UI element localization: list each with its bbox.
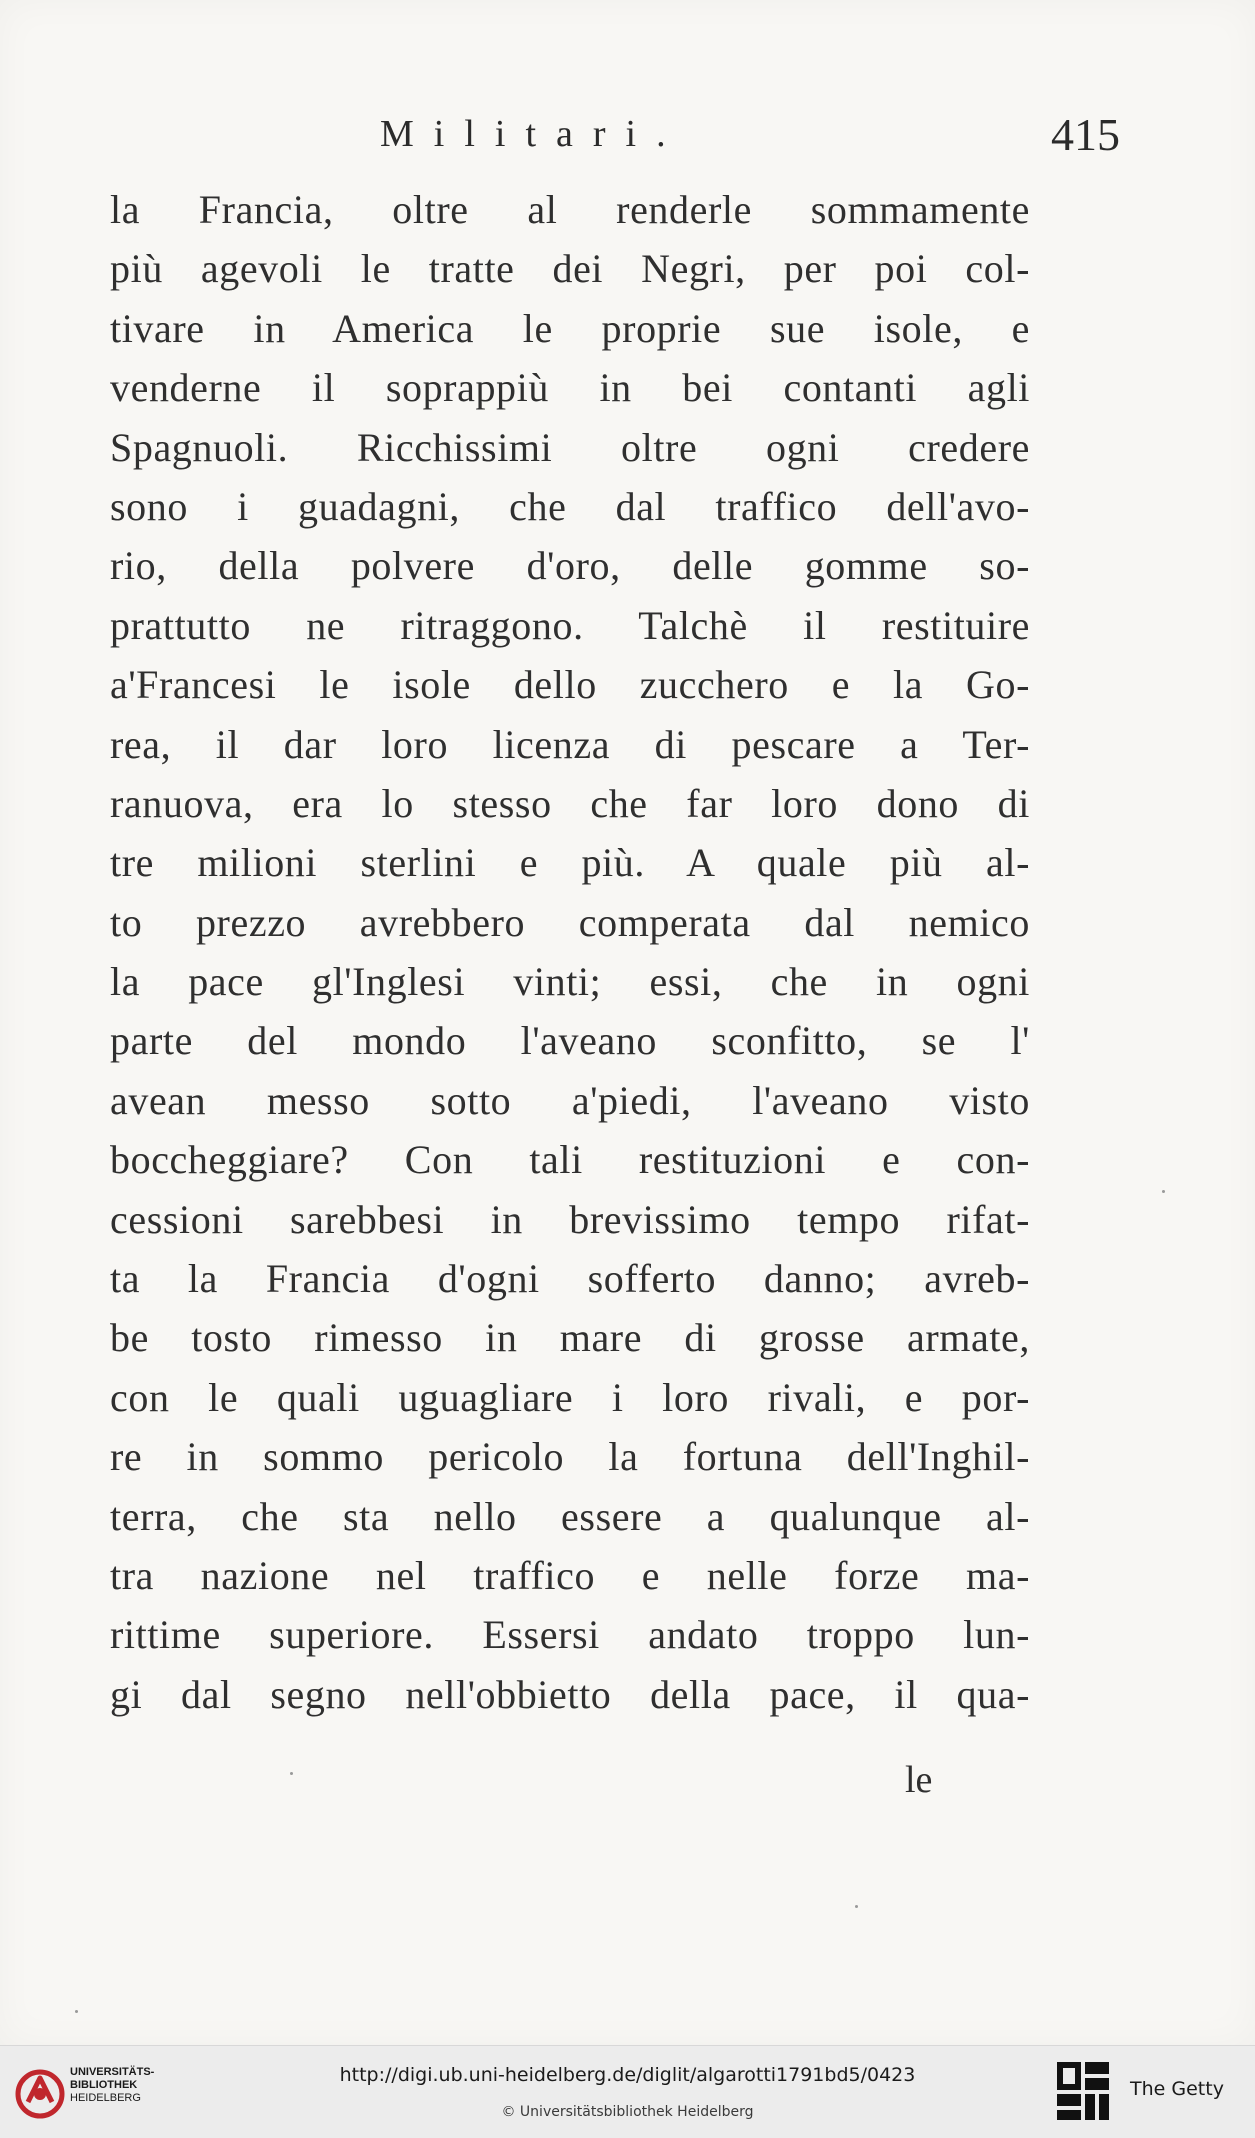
text-line: ta la Francia d'ogni sofferto danno; avreb- [110, 1256, 1030, 1302]
permalink-url[interactable]: http://digi.ub.uni-heidelberg.de/diglit/algarotti1791bd5/0423 [339, 2064, 916, 2086]
text-line: tra nazione nel traffico e nelle forze ma- [110, 1552, 1030, 1598]
library-name-line: HEIDELBERG [70, 2092, 141, 2104]
paper-speck [290, 1772, 293, 1775]
viewer-footer [0, 2045, 1255, 2138]
paper-speck [855, 1905, 858, 1908]
text-line: cessioni sarebbesi in brevissimo tempo rifat- [110, 1196, 1030, 1242]
text-line: sono i guadagni, che dal traffico dell'avo- [110, 483, 1030, 529]
text-line: rittime superiore. Essersi andato troppo lun- [110, 1612, 1030, 1658]
text-line: con le quali uguagliare i loro rivali, e por- [110, 1374, 1030, 1420]
text-line: ranuova, era lo stesso che far loro dono di [110, 780, 1030, 826]
text-line: tivare in America le proprie sue isole, e [110, 305, 1030, 351]
text-line: be tosto rimesso in mare di grosse armate, [110, 1315, 1030, 1361]
text-line: tre milioni sterlini e più. A quale più al- [110, 840, 1030, 886]
page-header [380, 109, 1120, 172]
text-line: rio, della polvere d'oro, delle gomme so- [110, 543, 1030, 589]
running-title: Militari. [380, 113, 686, 155]
paper-speck [1162, 1190, 1165, 1193]
text-line: prattutto ne ritraggono. Talchè il restituire [110, 602, 1030, 648]
text-line: avean messo sotto a'piedi, l'aveano visto [110, 1077, 1030, 1123]
body-text [110, 180, 1030, 1724]
text-line: la pace gl'Inglesi vinti; essi, che in ogni [110, 959, 1030, 1005]
partner-name: The Getty [1130, 2078, 1224, 2100]
text-line: la Francia, oltre al renderle sommamente [110, 187, 1030, 232]
text-line: gi dal segno nell'obbietto della pace, il qua- [110, 1671, 1030, 1717]
copyright-notice: © Universitätsbibliothek Heidelberg [501, 2104, 754, 2120]
text-line: to prezzo avrebbero comperata dal nemico [110, 899, 1030, 945]
getty-logo-icon [1055, 2060, 1111, 2122]
text-line: Spagnuoli. Ricchissimi oltre ogni credere [110, 424, 1030, 470]
text-line: parte del mondo l'aveano sconfitto, se l' [110, 1018, 1030, 1064]
text-line: venderne il soprappiù in bei contanti agli [110, 365, 1030, 411]
page-number: 415 [1051, 109, 1120, 160]
text-line: terra, che sta nello essere a qualunque al- [110, 1493, 1030, 1539]
library-name-line: UNIVERSITÄTS- [70, 2066, 155, 2078]
library-name-line: BIBLIOTHEK [70, 2079, 138, 2091]
text-line: più agevoli le tratte dei Negri, per poi col- [110, 246, 1030, 292]
text-line: a'Francesi le isole dello zucchero e la Go- [110, 662, 1030, 708]
text-line: rea, il dar loro licenza di pescare a Ter- [110, 721, 1030, 767]
paper-speck [75, 2010, 78, 2013]
text-line: re in sommo pericolo la fortuna dell'Inghil- [110, 1434, 1030, 1480]
catchword: le [905, 1759, 933, 1801]
text-line: boccheggiare? Con tali restituzioni e con- [110, 1137, 1030, 1183]
